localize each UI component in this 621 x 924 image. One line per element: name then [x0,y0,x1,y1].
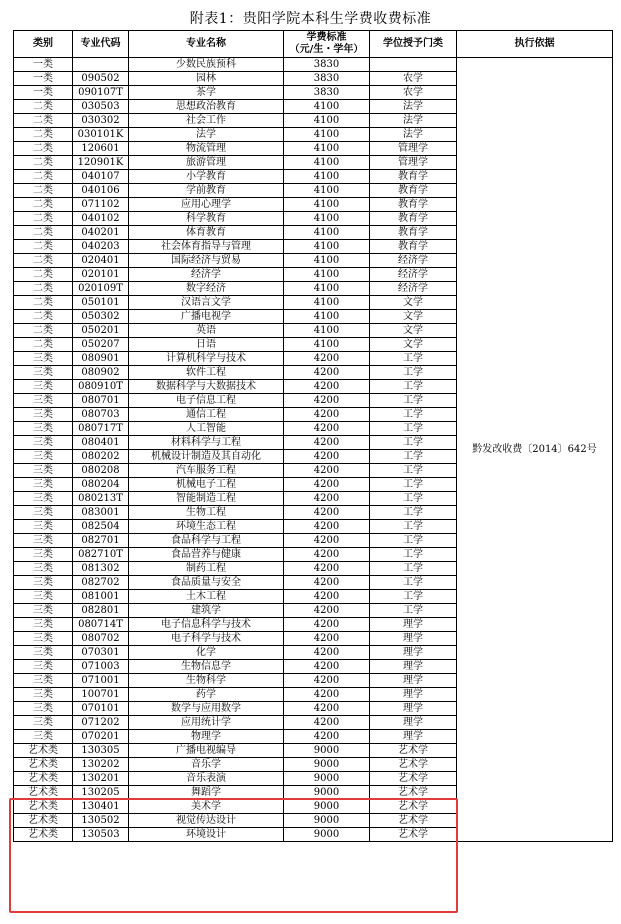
cell-degree: 经济学 [370,268,457,282]
cell-name: 食品科学与工程 [129,534,284,548]
cell-degree: 经济学 [370,254,457,268]
cell-degree: 法学 [370,128,457,142]
header-fee-line1: 学费标准 [306,32,347,43]
cell-category: 三类 [14,352,73,366]
cell-fee: 4100 [284,338,370,352]
cell-code: 090107T [73,86,129,100]
cell-fee: 3830 [284,72,370,86]
cell-name: 生物工程 [129,506,284,520]
cell-name: 广播电视学 [129,310,284,324]
cell-fee: 4200 [284,506,370,520]
cell-fee: 4200 [284,422,370,436]
cell-degree [370,58,457,72]
cell-category: 二类 [14,282,73,296]
cell-category: 艺术类 [14,758,73,772]
cell-degree: 工学 [370,450,457,464]
cell-degree: 教育学 [370,198,457,212]
cell-degree: 工学 [370,380,457,394]
cell-degree: 艺术学 [370,828,457,842]
cell-degree: 工学 [370,576,457,590]
cell-name: 生物信息学 [129,660,284,674]
cell-category: 二类 [14,240,73,254]
cell-name: 食品营养与健康 [129,548,284,562]
cell-category: 艺术类 [14,828,73,842]
cell-fee: 4200 [284,450,370,464]
cell-category: 二类 [14,338,73,352]
cell-code: 130205 [73,786,129,800]
cell-code: 071001 [73,674,129,688]
cell-degree: 工学 [370,366,457,380]
cell-category: 艺术类 [14,814,73,828]
cell-degree: 艺术学 [370,744,457,758]
fee-table [13,30,613,842]
cell-name: 软件工程 [129,366,284,380]
cell-category: 三类 [14,478,73,492]
cell-category: 一类 [14,72,73,86]
cell-name: 电子信息工程 [129,394,284,408]
cell-degree: 理学 [370,618,457,632]
cell-fee: 9000 [284,772,370,786]
cell-name: 社会工作 [129,114,284,128]
cell-category: 二类 [14,156,73,170]
cell-code: 050101 [73,296,129,310]
cell-degree: 工学 [370,604,457,618]
cell-code: 080204 [73,478,129,492]
cell-name: 视觉传达设计 [129,814,284,828]
cell-degree: 艺术学 [370,800,457,814]
cell-name: 数学与应用数学 [129,702,284,716]
cell-code: 082504 [73,520,129,534]
cell-name: 英语 [129,324,284,338]
cell-name: 数字经济 [129,282,284,296]
cell-code: 050302 [73,310,129,324]
cell-category: 三类 [14,394,73,408]
cell-name: 思想政治教育 [129,100,284,114]
cell-name: 科学教育 [129,212,284,226]
cell-fee: 4200 [284,660,370,674]
header-category: 类别 [14,31,73,58]
header-name: 专业名称 [129,31,284,58]
cell-code: 081001 [73,590,129,604]
cell-fee: 4200 [284,464,370,478]
cell-fee: 4100 [284,282,370,296]
cell-degree: 工学 [370,394,457,408]
cell-code: 020109T [73,282,129,296]
cell-fee: 4200 [284,380,370,394]
cell-name: 制药工程 [129,562,284,576]
cell-name: 计算机科学与技术 [129,352,284,366]
cell-fee: 4200 [284,520,370,534]
cell-degree: 教育学 [370,240,457,254]
cell-code: 030302 [73,114,129,128]
cell-category: 三类 [14,492,73,506]
cell-code: 080703 [73,408,129,422]
cell-code: 090502 [73,72,129,86]
cell-fee: 4200 [284,590,370,604]
cell-category: 三类 [14,534,73,548]
cell-category: 三类 [14,702,73,716]
cell-category: 三类 [14,506,73,520]
cell-category: 三类 [14,520,73,534]
cell-degree: 工学 [370,548,457,562]
cell-code: 020101 [73,268,129,282]
cell-name: 社会体育指导与管理 [129,240,284,254]
cell-degree: 教育学 [370,184,457,198]
cell-degree: 理学 [370,702,457,716]
cell-fee: 3830 [284,58,370,72]
cell-code: 120601 [73,142,129,156]
cell-degree: 文学 [370,324,457,338]
cell-name: 小学教育 [129,170,284,184]
cell-degree: 工学 [370,534,457,548]
cell-degree: 农学 [370,86,457,100]
cell-category: 二类 [14,212,73,226]
cell-name: 环境生态工程 [129,520,284,534]
cell-name: 音乐表演 [129,772,284,786]
cell-fee: 4200 [284,702,370,716]
cell-name: 食品质量与安全 [129,576,284,590]
cell-degree: 工学 [370,506,457,520]
cell-name: 应用统计学 [129,716,284,730]
cell-degree: 管理学 [370,142,457,156]
cell-fee: 4100 [284,268,370,282]
cell-degree: 工学 [370,464,457,478]
cell-name: 物理学 [129,730,284,744]
cell-code: 130305 [73,744,129,758]
cell-code: 040201 [73,226,129,240]
cell-code: 071003 [73,660,129,674]
cell-fee: 4200 [284,534,370,548]
cell-category: 三类 [14,590,73,604]
header-degree: 学位授予门类 [370,31,457,58]
cell-fee: 4100 [284,156,370,170]
cell-code: 040107 [73,170,129,184]
cell-code: 050207 [73,338,129,352]
cell-code: 080701 [73,394,129,408]
cell-degree: 理学 [370,674,457,688]
cell-code: 071202 [73,716,129,730]
cell-degree: 艺术学 [370,786,457,800]
cell-code: 070101 [73,702,129,716]
cell-fee: 4100 [284,170,370,184]
cell-fee: 9000 [284,758,370,772]
page-title: 附表1：贵阳学院本科生学费收费标准 [189,11,432,27]
cell-name: 智能制造工程 [129,492,284,506]
cell-code: 080902 [73,366,129,380]
cell-degree: 理学 [370,660,457,674]
cell-fee: 4200 [284,366,370,380]
cell-code: 130502 [73,814,129,828]
cell-code: 030101K [73,128,129,142]
header-basis: 执行依据 [457,31,613,58]
cell-category: 三类 [14,618,73,632]
cell-category: 三类 [14,730,73,744]
cell-category: 二类 [14,142,73,156]
cell-name: 土木工程 [129,590,284,604]
cell-code: 080213T [73,492,129,506]
cell-code: 082801 [73,604,129,618]
cell-name: 茶学 [129,86,284,100]
cell-name: 美术学 [129,800,284,814]
cell-category: 三类 [14,422,73,436]
cell-fee: 4200 [284,674,370,688]
cell-degree: 理学 [370,730,457,744]
cell-category: 二类 [14,254,73,268]
cell-category: 一类 [14,58,73,72]
cell-name: 数据科学与大数据技术 [129,380,284,394]
cell-category: 三类 [14,380,73,394]
cell-code: 080714T [73,618,129,632]
cell-code: 130503 [73,828,129,842]
cell-code: 081302 [73,562,129,576]
cell-category: 二类 [14,170,73,184]
cell-category: 二类 [14,114,73,128]
cell-code: 070201 [73,730,129,744]
cell-category: 三类 [14,716,73,730]
cell-code: 071102 [73,198,129,212]
header-fee-line2: （元/生・学年） [289,44,364,55]
cell-code: 082710T [73,548,129,562]
cell-degree: 工学 [370,590,457,604]
cell-code: 040102 [73,212,129,226]
cell-fee: 4200 [284,618,370,632]
cell-name: 少数民族预科 [129,58,284,72]
cell-basis: 黔发改收费〔2014〕642号 [457,58,613,842]
cell-code: 120901K [73,156,129,170]
cell-degree: 文学 [370,338,457,352]
cell-fee: 4100 [284,310,370,324]
cell-degree: 管理学 [370,156,457,170]
cell-category: 三类 [14,632,73,646]
cell-code: 020401 [73,254,129,268]
cell-category: 三类 [14,436,73,450]
cell-code: 080202 [73,450,129,464]
cell-fee: 9000 [284,786,370,800]
cell-fee: 4200 [284,436,370,450]
cell-degree: 教育学 [370,226,457,240]
header-fee [284,31,370,58]
cell-name: 国际经济与贸易 [129,254,284,268]
cell-category: 三类 [14,660,73,674]
cell-degree: 教育学 [370,212,457,226]
cell-fee: 4200 [284,576,370,590]
cell-code: 082701 [73,534,129,548]
cell-name: 广播电视编导 [129,744,284,758]
cell-degree: 理学 [370,632,457,646]
cell-code: 050201 [73,324,129,338]
cell-fee: 4100 [284,198,370,212]
cell-name: 化学 [129,646,284,660]
cell-fee: 4200 [284,632,370,646]
cell-category: 三类 [14,674,73,688]
cell-code: 080910T [73,380,129,394]
cell-category: 二类 [14,226,73,240]
cell-code: 130202 [73,758,129,772]
cell-code: 082702 [73,576,129,590]
cell-fee: 4200 [284,352,370,366]
cell-name: 法学 [129,128,284,142]
cell-code: 040106 [73,184,129,198]
cell-degree: 艺术学 [370,758,457,772]
table-header-row [14,31,613,58]
cell-fee: 4100 [284,114,370,128]
cell-name: 建筑学 [129,604,284,618]
cell-fee: 4200 [284,492,370,506]
cell-fee: 4200 [284,730,370,744]
cell-name: 经济学 [129,268,284,282]
cell-fee: 4100 [284,212,370,226]
cell-category: 三类 [14,548,73,562]
cell-category: 艺术类 [14,786,73,800]
cell-category: 一类 [14,86,73,100]
cell-name: 人工智能 [129,422,284,436]
cell-category: 三类 [14,646,73,660]
cell-category: 二类 [14,268,73,282]
cell-degree: 工学 [370,422,457,436]
cell-fee: 9000 [284,814,370,828]
cell-name: 汽车服务工程 [129,464,284,478]
cell-name: 舞蹈学 [129,786,284,800]
header-code: 专业代码 [73,31,129,58]
cell-degree: 艺术学 [370,772,457,786]
cell-name: 电子信息科学与技术 [129,618,284,632]
cell-category: 三类 [14,408,73,422]
cell-degree: 工学 [370,408,457,422]
cell-name: 应用心理学 [129,198,284,212]
cell-category: 二类 [14,310,73,324]
cell-fee: 9000 [284,828,370,842]
cell-code: 080901 [73,352,129,366]
cell-fee: 4200 [284,688,370,702]
cell-fee: 4200 [284,408,370,422]
cell-fee: 9000 [284,800,370,814]
cell-code: 030503 [73,100,129,114]
cell-fee: 4100 [284,296,370,310]
cell-name: 园林 [129,72,284,86]
cell-degree: 工学 [370,492,457,506]
cell-degree: 法学 [370,114,457,128]
cell-code: 080702 [73,632,129,646]
cell-category: 三类 [14,562,73,576]
cell-category: 二类 [14,198,73,212]
cell-degree: 工学 [370,478,457,492]
cell-category: 三类 [14,366,73,380]
cell-fee: 4100 [284,128,370,142]
cell-fee: 3830 [284,86,370,100]
cell-name: 旅游管理 [129,156,284,170]
cell-fee: 4200 [284,548,370,562]
cell-degree: 教育学 [370,170,457,184]
cell-fee: 4200 [284,562,370,576]
cell-category: 二类 [14,100,73,114]
cell-category: 二类 [14,184,73,198]
cell-category: 二类 [14,296,73,310]
cell-name: 生物科学 [129,674,284,688]
cell-fee: 4200 [284,478,370,492]
cell-degree: 工学 [370,562,457,576]
cell-degree: 工学 [370,352,457,366]
cell-fee: 4100 [284,100,370,114]
cell-category: 艺术类 [14,772,73,786]
cell-fee: 4200 [284,716,370,730]
cell-code: 080208 [73,464,129,478]
cell-degree: 工学 [370,520,457,534]
cell-degree: 文学 [370,296,457,310]
cell-degree: 农学 [370,72,457,86]
cell-category: 三类 [14,464,73,478]
cell-name: 学前教育 [129,184,284,198]
cell-name: 机械电子工程 [129,478,284,492]
cell-code [73,58,129,72]
cell-name: 日语 [129,338,284,352]
cell-degree: 艺术学 [370,814,457,828]
cell-name: 材料科学与工程 [129,436,284,450]
cell-category: 二类 [14,324,73,338]
cell-fee: 4100 [284,184,370,198]
cell-name: 音乐学 [129,758,284,772]
cell-name: 通信工程 [129,408,284,422]
cell-fee: 4200 [284,604,370,618]
cell-code: 040203 [73,240,129,254]
cell-category: 三类 [14,604,73,618]
table-row [14,58,613,72]
cell-fee: 4100 [284,324,370,338]
cell-code: 070301 [73,646,129,660]
cell-degree: 法学 [370,100,457,114]
cell-degree: 理学 [370,688,457,702]
cell-code: 130401 [73,800,129,814]
cell-category: 三类 [14,450,73,464]
cell-degree: 文学 [370,310,457,324]
cell-fee: 4100 [284,226,370,240]
cell-category: 二类 [14,128,73,142]
cell-name: 电子科学与技术 [129,632,284,646]
cell-fee: 4100 [284,142,370,156]
cell-fee: 4100 [284,254,370,268]
cell-degree: 理学 [370,716,457,730]
cell-name: 汉语言文学 [129,296,284,310]
cell-name: 环境设计 [129,828,284,842]
cell-degree: 工学 [370,436,457,450]
cell-fee: 4100 [284,240,370,254]
cell-name: 药学 [129,688,284,702]
cell-fee: 9000 [284,744,370,758]
cell-category: 三类 [14,576,73,590]
cell-code: 130201 [73,772,129,786]
cell-fee: 4200 [284,394,370,408]
cell-category: 三类 [14,688,73,702]
cell-name: 体育教育 [129,226,284,240]
cell-code: 080401 [73,436,129,450]
cell-code: 083001 [73,506,129,520]
cell-category: 艺术类 [14,800,73,814]
cell-fee: 4200 [284,646,370,660]
cell-degree: 理学 [370,646,457,660]
table-body [14,58,613,842]
cell-code: 100701 [73,688,129,702]
cell-name: 物流管理 [129,142,284,156]
cell-degree: 经济学 [370,282,457,296]
cell-name: 机械设计制造及其自动化 [129,450,284,464]
cell-code: 080717T [73,422,129,436]
cell-category: 艺术类 [14,744,73,758]
